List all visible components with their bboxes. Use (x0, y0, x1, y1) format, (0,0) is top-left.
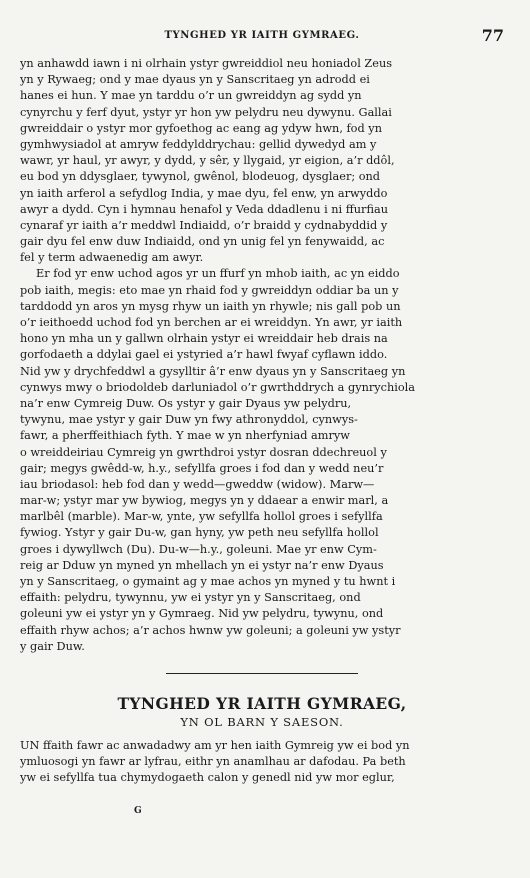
section-text (20, 738, 504, 787)
text-line: yn iaith arferol a sefydlog India, y mae dyu, fel enw, yn arwyddo (20, 186, 388, 200)
text-line: UN ffaith fawr ac anwadadwy am yr hen iaith Gymreig yw ei bod yn (20, 738, 410, 752)
text-line: mar-w; ystyr mar yw bywiog, megys yn y ddaear a enwir marl, a (20, 494, 389, 508)
text-line: cynwys mwy o briodoldeb darluniadol o’r gwrthddrych a gynrychiola (20, 380, 416, 394)
text-line: iau briodasol: heb fod dan y wedd—gweddw (widow). Marw— (20, 477, 375, 491)
text-line: yn y Rywaeg; ond y mae dyaus yn y Sanscritaeg yn adrodd ei (20, 73, 370, 87)
text-line: effaith rhyw achos; a’r achos hwnw yw goleuni; a goleuni yw ystyr (20, 623, 401, 637)
text-line: gair dyu fel enw duw Indiaidd, ond yn unig fel yn fenywaidd, ac (20, 235, 385, 249)
text-line: o’r ieithoedd uchod fod yn berchen ar ei wreiddyn. Yn awr, yr iaith (20, 316, 403, 329)
text-line: ymluosogi yn fawr ar lyfrau, eithr yn anamlhau ar dafodau. Pa beth (20, 755, 406, 769)
running-head (20, 26, 504, 46)
page-number: 77 (481, 26, 504, 45)
text-line: yn y Sanscritaeg, o gymaint ag y mae achos yn myned y tu hwnt i (20, 575, 396, 588)
text-line: fel y term adwaenedig am awyr. (20, 251, 204, 265)
text-line: y gair Duw. (20, 639, 85, 653)
text-line: awyr a dydd. Cyn i hymnau henafol y Veda ddadlenu i ni ffurfiau (20, 202, 389, 216)
text-line: yn anhawdd iawn i ni olrhain ystyr gwreiddiol neu honiadol Zeus (20, 57, 393, 70)
body-text (20, 56, 504, 655)
text-line: fawr, a pherffeithiach fyth. Y mae w yn nherfyniad amryw (20, 429, 350, 443)
text-line: o wreiddeiriau Cymreig yn gwrthdroi ystyr dosran ddechreuol y (20, 445, 387, 459)
text-line: gair; megys gwêdd-w, h.y., sefyllfa groes i fod dan y wedd neu’r (20, 461, 384, 475)
text-line: eu bod yn ddysglaer, tywynol, gwênol, blodeuog, dysglaer; ond (20, 170, 381, 184)
text-line: groes i dywyllwch (Du). Du-w—h.y., goleuni. Mae yr enw Cym- (20, 542, 377, 556)
text-line: reig ar Dduw yn myned yn mhellach yn ei ystyr na’r enw Dyaus (20, 558, 384, 572)
section-title: TYNGHED YR IAITH GYMRAEG, (117, 693, 407, 713)
running-title: TYNGHED YR IAITH GYMRAEG. (164, 30, 360, 41)
section-divider (166, 673, 358, 674)
text-line: cynaraf yr iaith a’r meddwl Indiaidd, o’r braidd y cydnabyddid y (20, 218, 388, 232)
text-line: yw ei sefyllfa tua chymydogaeth calon y genedl nid yw mor eglur, (20, 771, 395, 785)
text-line: effaith: pelydru, tywynnu, yw ei ystyr yn y Sanscritaeg, ond (20, 591, 361, 605)
text-line: cynyrchu y ferf dyut, ystyr yr hon yw pelydru neu dywynu. Gallai (20, 105, 392, 119)
text-line: hono yn mha un y gallwn olrhain ystyr ei wreiddair heb drais na (20, 332, 388, 346)
book-page (20, 26, 504, 787)
text-line: gorfodaeth a ddylai gael ei ystyried a’r hawl fwyaf cyflawn iddo. (20, 348, 388, 362)
text-line: fywiog. Ystyr y gair Du-w, gan hyny, yw peth neu sefyllfa hollol (20, 526, 379, 540)
text-line: na’r enw Cymreig Duw. Os ystyr y gair Dyaus yw pelydru, (20, 396, 352, 410)
text-line: Nid yw y drychfeddwl a gysylltir â’r enw dyaus yn y Sanscritaeg yn (20, 364, 406, 378)
signature-mark: G (134, 806, 142, 816)
text-line: tarddodd yn aros yn mysg rhyw un iaith yn rhywle; nis gall pob un (20, 299, 401, 313)
text-line: pob iaith, megis: eto mae yn rhaid fod y gwreiddyn oddiar ba un y (20, 283, 399, 297)
text-line: hanes ei hun. Y mae yn tarddu o’r un gwreiddyn ag sydd yn (20, 89, 362, 103)
text-line: Er fod yr enw uchod agos yr un ffurf yn mhob iaith, ac yn eiddo (36, 267, 400, 281)
text-line: gwreiddair o ystyr mor gyfoethog ac eang ag ydyw hwn, fod yn (20, 121, 382, 135)
text-line: tywynu, mae ystyr y gair Duw yn fwy athronyddol, cynwys- (20, 413, 358, 427)
section-subtitle: YN OL BARN Y SAESON. (180, 714, 344, 729)
text-line: wawr, yr haul, yr awyr, y dydd, y sêr, y llygaid, yr eigion, a’r ddôl, (20, 154, 395, 168)
text-line: goleuni yw ei ystyr yn y Gymraeg. Nid yw pelydru, tywynu, ond (20, 607, 384, 621)
text-line: gymhwysiadol at amryw feddylddrychau: gellid dywedyd am y (20, 137, 377, 151)
text-line: marlbêl (marble). Mar-w, ynte, yw sefyllfa hollol groes i sefyllfa (20, 510, 383, 524)
